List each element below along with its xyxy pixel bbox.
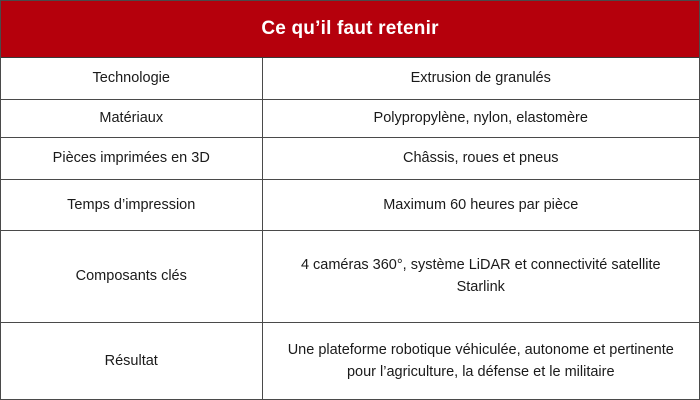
summary-table bbox=[1, 58, 699, 400]
table-row bbox=[1, 179, 699, 230]
table-row bbox=[1, 99, 699, 137]
table-row bbox=[1, 58, 699, 99]
table-row bbox=[1, 230, 699, 322]
row-value: Châssis, roues et pneus bbox=[262, 137, 699, 179]
row-label: Temps d’impression bbox=[1, 179, 262, 230]
row-label: Résultat bbox=[1, 322, 262, 400]
row-value: Une plateforme robotique véhiculée, autonome et pertinente pour l’agriculture, la défense et le militaire bbox=[262, 322, 699, 400]
summary-header bbox=[1, 1, 699, 58]
row-value: Maximum 60 heures par pièce bbox=[262, 179, 699, 230]
summary-title: Ce qu’il faut retenir bbox=[261, 18, 439, 39]
row-value: Extrusion de granulés bbox=[410, 70, 551, 87]
row-label: Matériaux bbox=[1, 99, 262, 137]
row-label: Pièces imprimées en 3D bbox=[1, 137, 262, 179]
table-row bbox=[1, 322, 699, 400]
row-value: Polypropylène, nylon, elastomère bbox=[262, 99, 699, 137]
row-label: Composants clés bbox=[1, 230, 262, 322]
row-value: 4 caméras 360°, système LiDAR et connectivité satellite Starlink bbox=[262, 230, 699, 322]
row-label: Technologie bbox=[1, 58, 262, 99]
table-row bbox=[1, 137, 699, 179]
